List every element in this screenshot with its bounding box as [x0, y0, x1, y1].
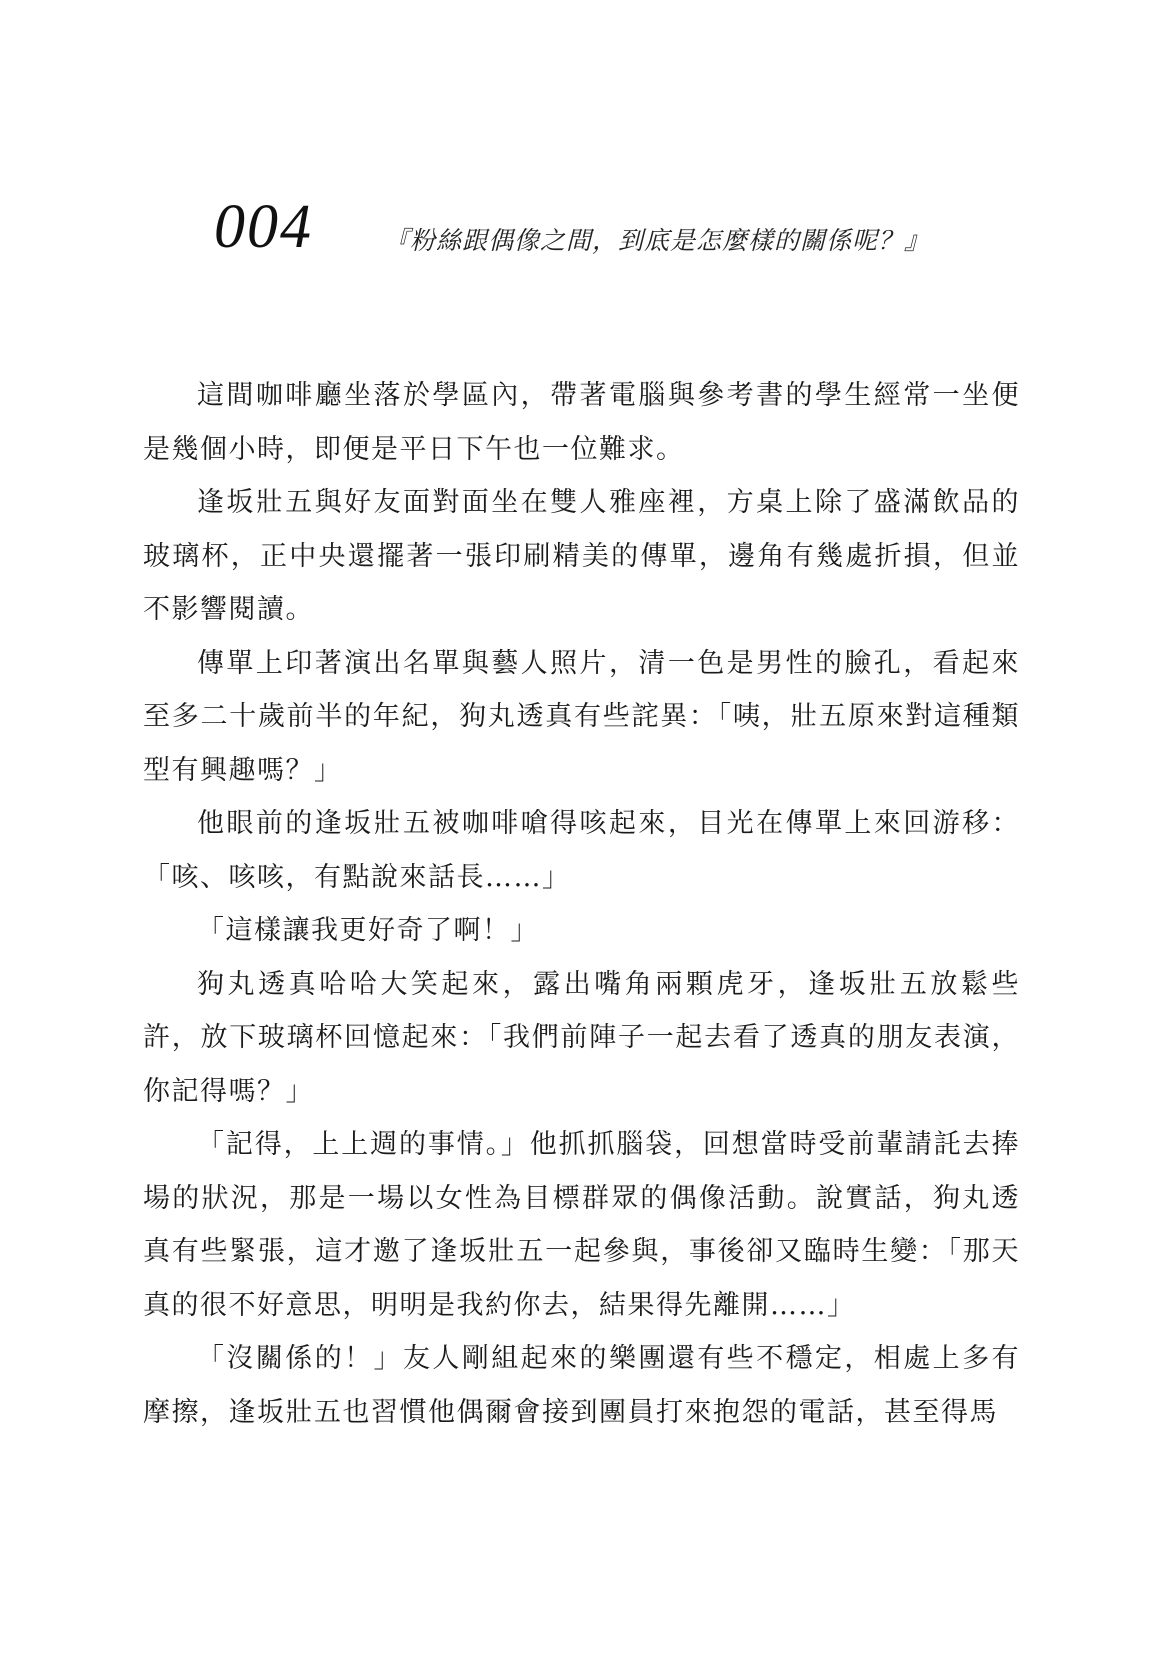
paragraph: 「記得，上上週的事情。」他抓抓腦袋，回想當時受前輩請託去捧場的狀況，那是一場以女性為目標群眾的偶像活動。說實話，狗丸透真有些緊張，這才邀了逢坂壯五一起參與，事後卻又臨時生變：「那天真的很不好意思，明明是我約你去，結果得先離開……」 — [143, 1129, 1020, 1321]
paragraph: 「這樣讓我更好奇了啊！」 — [197, 915, 539, 946]
paragraph: 「沒關係的！」友人剛組起來的樂團還有些不穩定，相處上多有摩擦，逢坂壯五也習慣他偶爾會接到團員打來抱怨的電話，甚至得馬 — [143, 1343, 1020, 1428]
chapter-title: 『粉絲跟偶像之間，到底是怎麼樣的關係呢？』 — [384, 226, 931, 255]
body-text — [143, 369, 1020, 1439]
paragraph: 傳單上印著演出名單與藝人照片，清一色是男性的臉孔，看起來至多二十歲前半的年紀，狗丸透真有些詫異：「咦，壯五原來對這種類型有興趣嗎？」 — [143, 647, 1020, 786]
chapter-number: 004 — [214, 193, 313, 261]
paragraph: 狗丸透真哈哈大笑起來，露出嘴角兩顆虎牙，逢坂壯五放鬆些許，放下玻璃杯回憶起來：「我們前陣子一起去看了透真的朋友表演，你記得嗎？」 — [143, 968, 1020, 1107]
paragraph: 逢坂壯五與好友面對面坐在雙人雅座裡，方桌上除了盛滿飲品的玻璃杯，正中央還擺著一張印刷精美的傳單，邊角有幾處折損，但並不影響閱讀。 — [143, 487, 1020, 625]
paragraph: 他眼前的逢坂壯五被咖啡嗆得咳起來，目光在傳單上來回游移：「咳、咳咳，有點說來話長……」 — [143, 808, 1020, 893]
paragraph: 這間咖啡廳坐落於學區內，帶著電腦與參考書的學生經常一坐便是幾個小時，即便是平日下午也一位難求。 — [143, 380, 1020, 465]
chapter-header — [214, 193, 1014, 276]
